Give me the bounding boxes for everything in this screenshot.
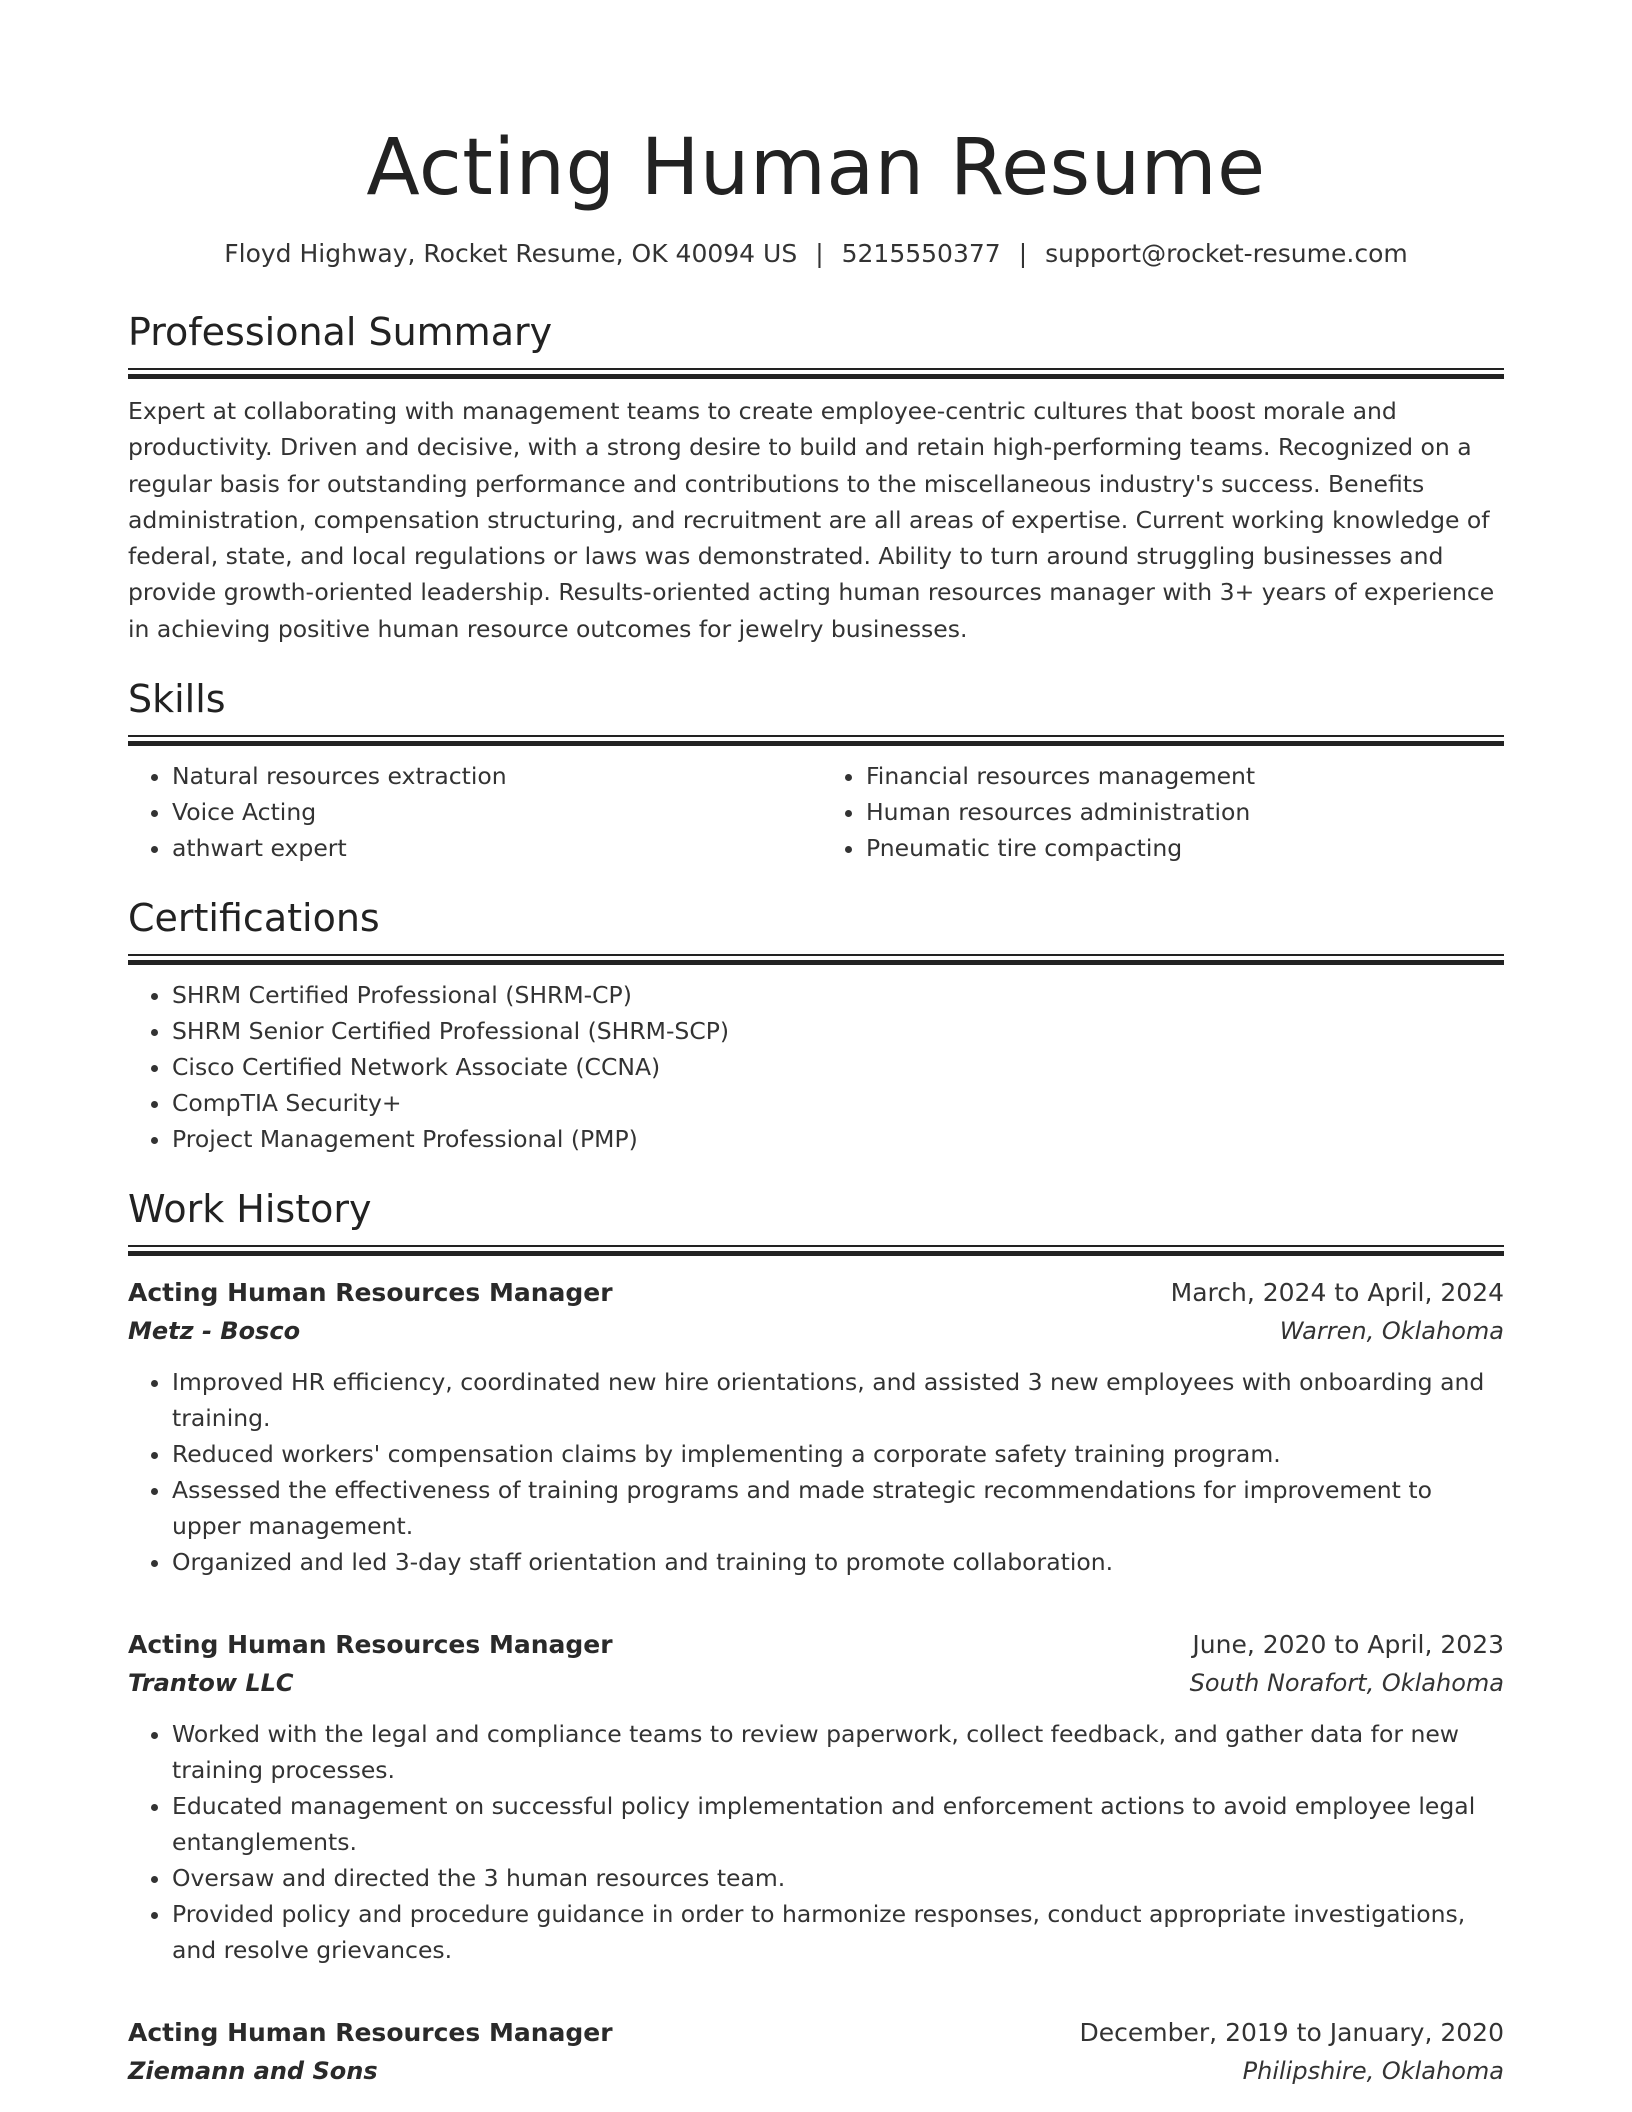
contact-line (128, 238, 1504, 270)
job-entry (128, 1626, 1504, 1968)
job-company: Metz - Bosco (128, 1317, 301, 1346)
resume-name: Acting Human Resume (366, 123, 1266, 213)
job-header (128, 1274, 1504, 1312)
job-bullet: • Oversaw and directed the 3 human resources team. (172, 1860, 1504, 1896)
section-divider (128, 954, 1504, 965)
skills-list-right (816, 758, 1504, 866)
summary-heading: Professional Summary (128, 310, 553, 354)
job-bullet: • Organized and led 3-day staff orientation and training to promote collaboration. (172, 1544, 1504, 1580)
job-bullet: • Assessed the effectiveness of training programs and made strategic recommendations for improvement to upper management. (172, 1472, 1504, 1544)
job-bullet: • Worked with the legal and compliance teams to review paperwork, collect feedback, and gather data for new training processes. (172, 1716, 1504, 1788)
certification-item: • Project Management Professional (PMP) (172, 1121, 1504, 1157)
job-dates: December, 2019 to January, 2020 (1079, 2018, 1504, 2048)
skill-item: • Financial resources management (866, 758, 1504, 794)
job-entry (128, 1274, 1504, 1580)
contact-separator: | (1018, 239, 1028, 268)
job-header (128, 2014, 1504, 2052)
job-bullet: • Improved HR efficiency, coordinated new hire orientations, and assisted 3 new employees with onboarding and training. (172, 1364, 1504, 1436)
job-dates: June, 2020 to April, 2023 (1192, 1630, 1504, 1660)
contact-address: Floyd Highway, Rocket Resume, OK 40094 US (224, 239, 798, 268)
contact-phone: 5215550377 (841, 239, 1001, 268)
job-company: Trantow LLC (128, 1669, 294, 1698)
skill-item: • Voice Acting (172, 794, 816, 830)
job-bullet: • Educated management on successful policy implementation and enforcement actions to avoid employee legal entanglements. (172, 1788, 1504, 1860)
job-entry (128, 2014, 1504, 2090)
job-bullet: • Provided policy and procedure guidance in order to harmonize responses, conduct appropriate investigations, and resolve grievances. (172, 1896, 1504, 1968)
skills-list-left (128, 758, 816, 866)
summary-section (128, 310, 1504, 647)
resume-sheet (128, 0, 1504, 2090)
job-header (128, 1626, 1504, 1664)
job-subheader (128, 2052, 1504, 2090)
job-title: Acting Human Resources Manager (128, 2018, 613, 2048)
contact-separator: | (815, 239, 824, 268)
work-history-section (128, 1187, 1504, 2090)
contact-email: support@rocket-resume.com (1045, 239, 1408, 268)
skill-item: • Pneumatic tire compacting (866, 830, 1504, 866)
job-bullets (128, 1364, 1504, 1580)
skills-section (128, 677, 1504, 866)
job-bullet: • Reduced workers' compensation claims by implementing a corporate safety training program. (172, 1436, 1504, 1472)
job-dates: March, 2024 to April, 2024 (1170, 1278, 1504, 1308)
skills-grid (128, 746, 1504, 866)
job-subheader (128, 1312, 1504, 1350)
section-divider (128, 1245, 1504, 1256)
skill-item: • Human resources administration (866, 794, 1504, 830)
job-company: Ziemann and Sons (128, 2057, 378, 2086)
certification-item: • Cisco Certified Network Associate (CCNA) (172, 1049, 1504, 1085)
job-location: Philipshire, Oklahoma (1242, 2057, 1504, 2086)
job-location: South Norafort, Oklahoma (1189, 1669, 1504, 1698)
certifications-heading: Certifications (128, 896, 380, 941)
work-history-heading: Work History (128, 1187, 372, 1232)
skill-item: • Natural resources extraction (172, 758, 816, 794)
job-title: Acting Human Resources Manager (128, 1630, 613, 1660)
job-bullets (128, 1716, 1504, 1968)
job-location: Warren, Oklahoma (1279, 1317, 1504, 1346)
job-subheader (128, 1664, 1504, 1702)
certifications-list (128, 977, 1504, 1157)
section-divider (128, 368, 1504, 379)
skills-heading: Skills (128, 677, 226, 722)
summary-text: Expert at collaborating with management teams to create employee-centric cultures that boost morale and productivity. Driven and decisive, with a strong desire to build and retain high-performing teams. Recognized on a regular basis for outstanding performance and contributions to the miscellaneous industry's success. Benefits administration, compensation structuring, and recruitment are all areas of expertise. Current working knowledge of federal, state, and local regulations or laws was demonstrated. Ability to turn around struggling businesses and provide growth-oriented leadership. Results-oriented acting human resources manager with 3+ years of experience in achieving positive human resource outcomes for jewelry businesses. (128, 397, 1495, 643)
certification-item: • SHRM Certified Professional (SHRM-CP) (172, 977, 1504, 1013)
section-divider (128, 735, 1504, 746)
certifications-section (128, 896, 1504, 1157)
certification-item: • SHRM Senior Certified Professional (SHRM-SCP) (172, 1013, 1504, 1049)
job-title: Acting Human Resources Manager (128, 1278, 613, 1308)
certification-item: • CompTIA Security+ (172, 1085, 1504, 1121)
skill-item: • athwart expert (172, 830, 816, 866)
